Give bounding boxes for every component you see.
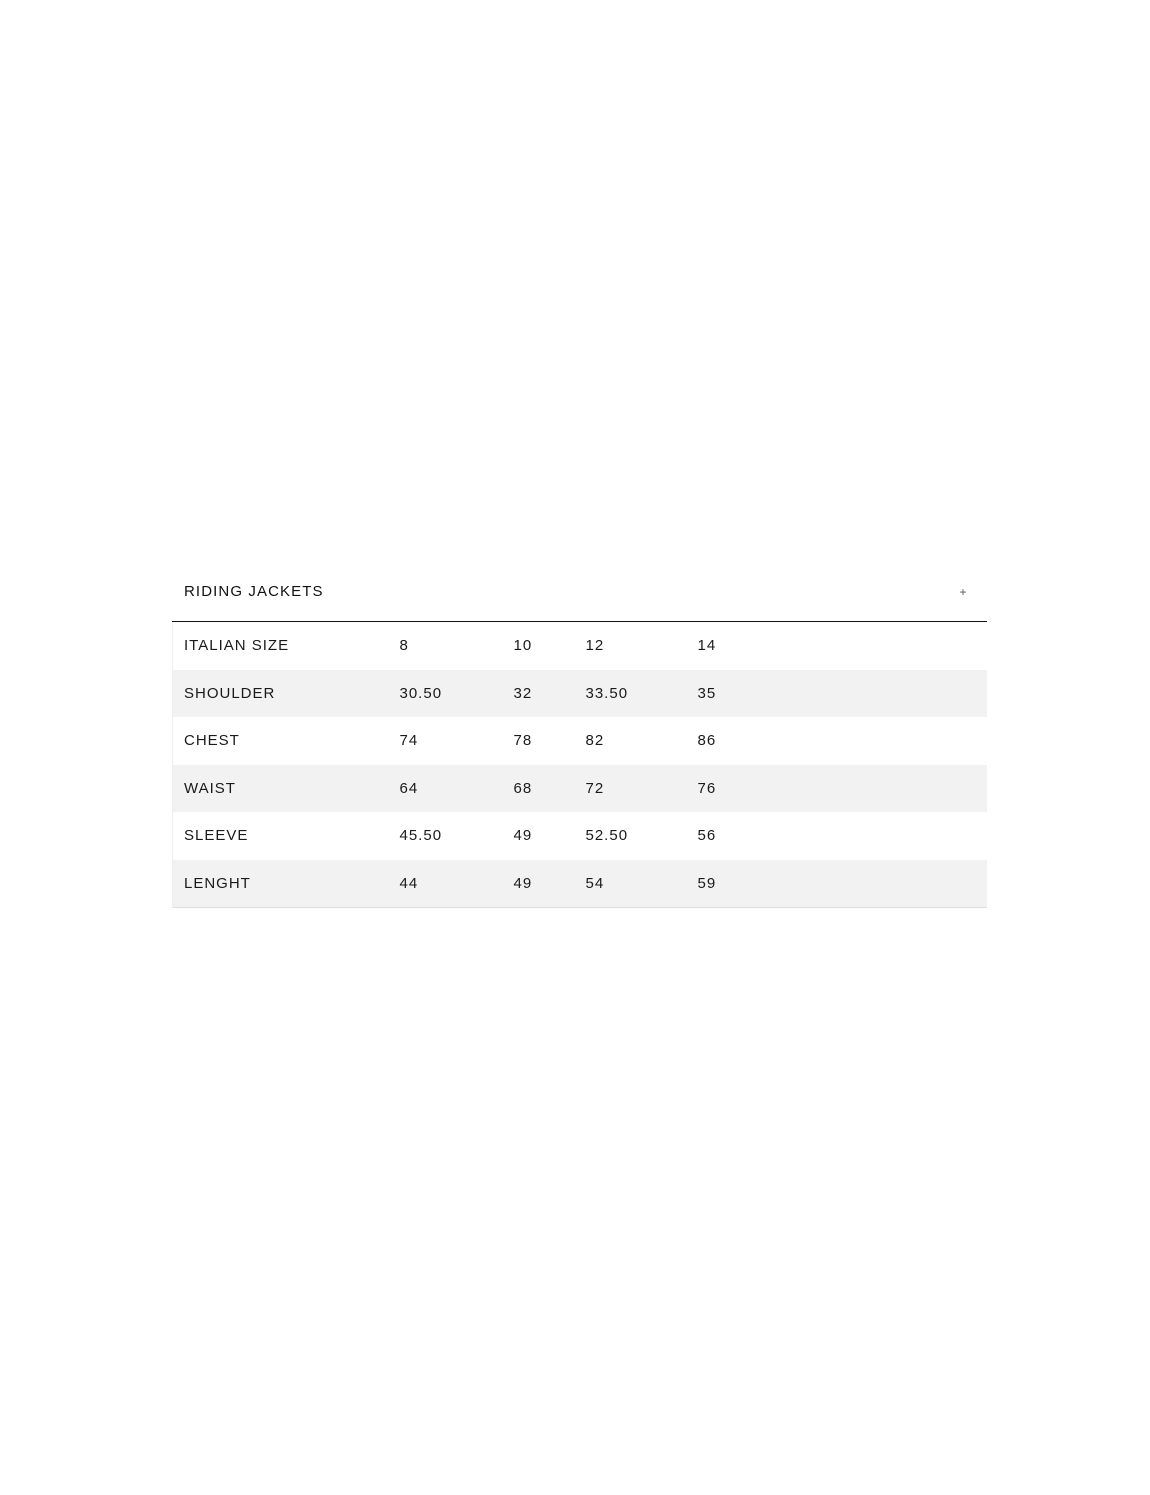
table-row (173, 670, 988, 718)
table-cell: 74 (399, 732, 419, 750)
table-cell: 14 (697, 637, 717, 655)
table-cell: 12 (585, 637, 605, 655)
table-cell: 44 (400, 860, 514, 908)
table-cell: 45.50 (399, 827, 443, 845)
table-cell: 52.50 (585, 827, 629, 845)
accordion-title: RIDING JACKETS (184, 583, 324, 600)
table-cell: 8 (399, 637, 409, 655)
table-cell: 35 (698, 670, 988, 718)
table-cell: 64 (400, 765, 514, 813)
table-row (173, 622, 988, 670)
table-row (173, 765, 988, 813)
plus-icon[interactable]: + (959, 584, 967, 599)
row-label: SLEEVE (173, 812, 400, 860)
table-cell: 68 (514, 765, 586, 813)
table-cell: 49 (514, 860, 586, 908)
size-table (172, 622, 987, 908)
row-label: LENGHT (173, 860, 400, 908)
table-cell: 76 (698, 765, 988, 813)
row-label: SHOULDER (173, 670, 400, 718)
table-row (173, 717, 988, 765)
table-row (173, 812, 988, 860)
table-cell: 78 (513, 732, 533, 750)
size-guide-accordion (172, 562, 987, 908)
row-label: WAIST (173, 765, 400, 813)
table-cell: 30.50 (400, 670, 514, 718)
table-cell: 10 (513, 637, 533, 655)
table-cell: 54 (586, 860, 698, 908)
table-cell: 59 (698, 860, 988, 908)
table-cell: 86 (697, 732, 717, 750)
accordion-header[interactable] (172, 562, 987, 622)
row-label: CHEST (173, 717, 400, 765)
table-cell: 82 (585, 732, 605, 750)
table-cell: 32 (514, 670, 586, 718)
table-cell: 72 (586, 765, 698, 813)
table-cell: 33.50 (586, 670, 698, 718)
row-label: ITALIAN SIZE (173, 622, 400, 670)
table-cell: 56 (697, 827, 717, 845)
table-cell: 49 (513, 827, 533, 845)
table-row (173, 860, 988, 908)
